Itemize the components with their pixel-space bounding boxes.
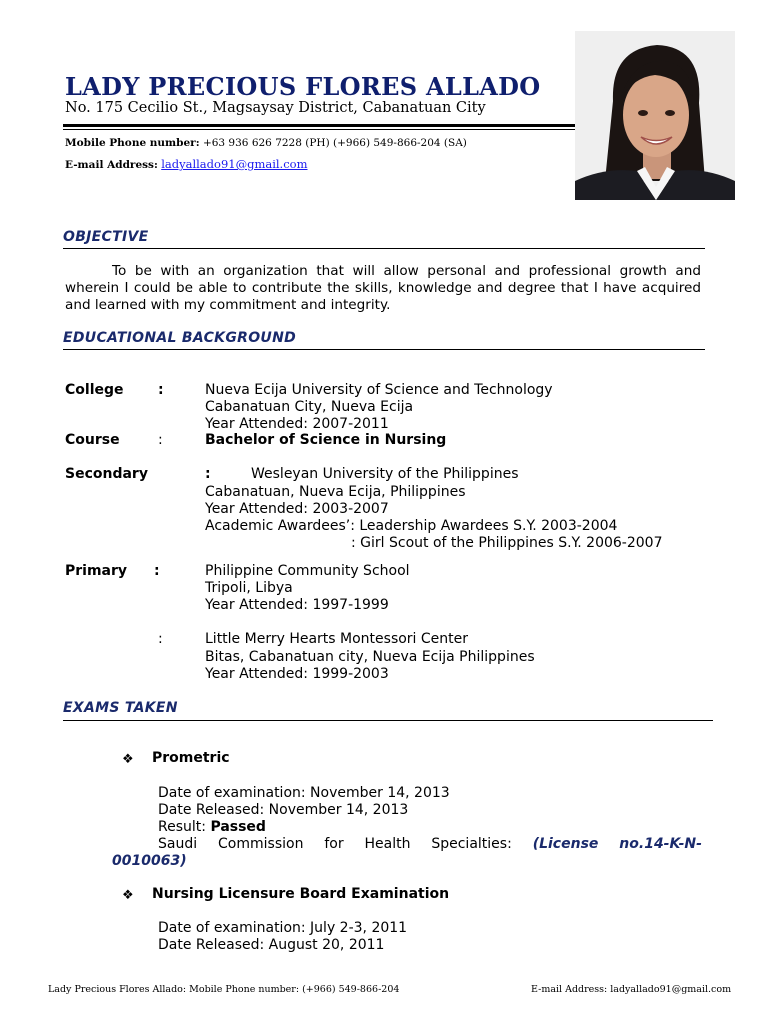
course-value: Bachelor of Science in Nursing [205,432,447,448]
college-years: Year Attended: 2007-2011 [205,416,389,432]
exams-rule [63,720,713,721]
mobile-label: Mobile Phone number: [65,137,200,149]
education-rule [63,349,705,350]
college-school: Nueva Ecija University of Science and Technology [205,382,553,398]
secondary-award-1: Academic Awardees’: Leadership Awardees S.Y. 2003-2004 [205,518,618,534]
header-rule-thick [63,124,582,127]
email-line [65,157,308,171]
bullet-diamond-icon: ❖ [122,752,134,767]
mobile-line [65,137,467,149]
secondary-school: Wesleyan University of the Philippines [251,466,519,482]
license-number-end: 0010063) [112,853,187,869]
saudi-word-4: Health [364,836,411,852]
profile-photo [575,31,735,200]
saudi-word-2: Commission [218,836,304,852]
primary-years-2: Year Attended: 1999-2003 [205,666,389,682]
applicant-name: LADY PRECIOUS FLORES ALLADO [65,72,541,101]
objective-heading: OBJECTIVE [63,229,149,245]
header-rule-thin [63,129,582,130]
saudi-word-5: Specialties: [431,836,512,852]
course-colon: : [158,432,163,448]
portrait-image [575,31,735,200]
primary-school-2: Little Merry Hearts Montessori Center [205,631,469,647]
objective-rule [63,248,705,249]
secondary-award-2: : Girl Scout of the Philippines S.Y. 2006-2007 [351,535,663,551]
nursing-exam-title: Nursing Licensure Board Examination [152,886,450,902]
objective-text: To be with an organization that will allow personal and professional growth and wherein I could be able to contribute the skills, knowledge and degree that I have acquired and learned with my commitment and integrity. [65,263,701,313]
saudi-word-3: for [324,836,344,852]
primary-location-2: Bitas, Cabanatuan city, Nueva Ecija Philippines [205,649,535,665]
secondary-label: Secondary [65,466,148,482]
objective-paragraph [65,263,701,314]
footer-right: E-mail Address: ladyallado91@gmail.com [531,984,732,995]
saudi-word-1: Saudi [158,836,198,852]
prometric-result-label: Result: [158,819,206,835]
college-label: College [65,382,124,398]
home-address: No. 175 Cecilio St., Magsaysay District, Cabanatuan City [65,100,486,116]
secondary-colon: : [205,466,211,482]
education-heading: EDUCATIONAL BACKGROUND [63,330,297,346]
primary-school: Philippine Community School [205,563,410,579]
prometric-title: Prometric [152,750,230,766]
footer-left: Lady Precious Flores Allado: Mobile Phone number: (+966) 549-866-204 [48,984,400,995]
nursing-date-exam: Date of examination: July 2-3, 2011 [158,920,408,936]
prometric-saudi-line [158,836,702,852]
nursing-date-released: Date Released: August 20, 2011 [158,937,385,953]
license-word-1: (License [532,836,599,852]
bullet-diamond-icon: ❖ [122,888,134,903]
course-label: Course [65,432,120,448]
primary-colon-2: : [158,631,163,647]
primary-years: Year Attended: 1997-1999 [205,597,389,613]
college-colon: : [158,382,164,398]
email-label: E-mail Address: [65,159,158,171]
mobile-value: +63 936 626 7228 (PH) (+966) 549-866-204 (SA) [202,137,467,149]
license-word-2: no.14-K-N- [619,836,702,852]
prometric-result-value: Passed [210,819,266,835]
email-link[interactable]: ladyallado91@gmail.com [161,157,308,171]
secondary-years: Year Attended: 2003-2007 [205,501,389,517]
secondary-location: Cabanatuan, Nueva Ecija, Philippines [205,484,466,500]
prometric-date-released: Date Released: November 14, 2013 [158,802,409,818]
exams-heading: EXAMS TAKEN [63,700,178,716]
college-location: Cabanatuan City, Nueva Ecija [205,399,414,415]
prometric-result [158,819,266,835]
primary-colon: : [154,563,160,579]
primary-location: Tripoli, Libya [205,580,293,596]
prometric-date-exam: Date of examination: November 14, 2013 [158,785,450,801]
primary-label: Primary [65,563,128,579]
